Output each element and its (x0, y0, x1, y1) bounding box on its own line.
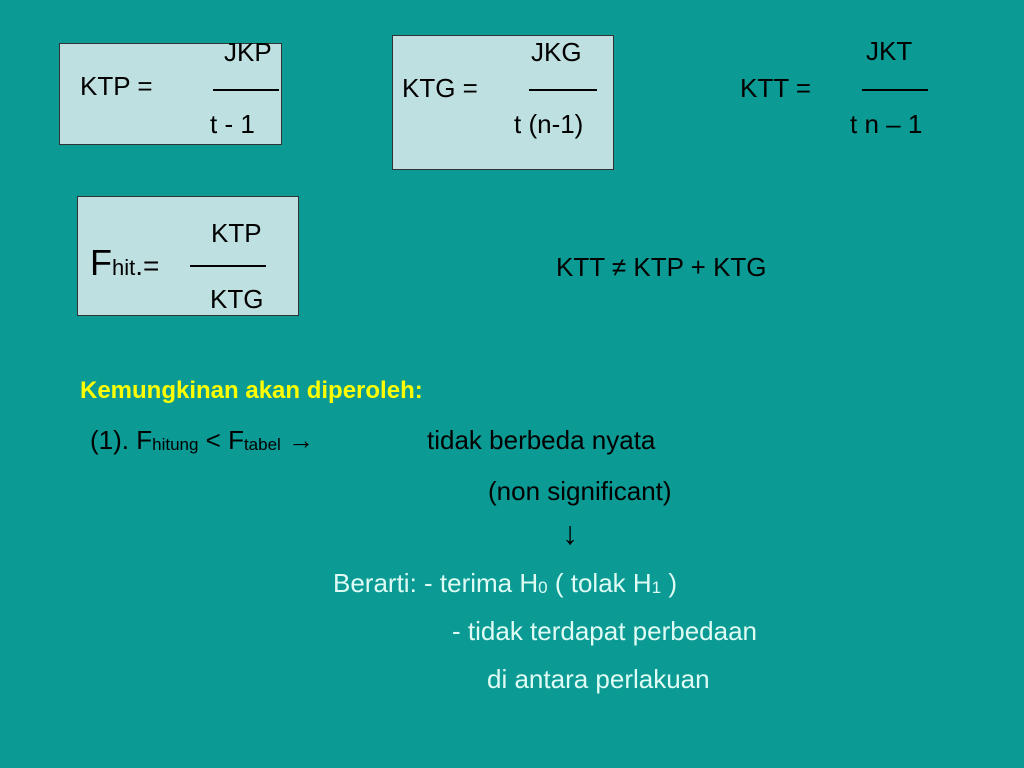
meaning-close-paren: ) (661, 568, 678, 598)
ktp-numerator: JKP (224, 37, 272, 67)
meaning-line2 (452, 616, 757, 646)
down-arrow-icon: ↓ (562, 515, 578, 551)
meaning-line1 (333, 568, 677, 602)
fhit-equals: .= (135, 250, 160, 281)
case1-prefix: (1). F (90, 425, 153, 455)
ktt-denominator: t n – 1 (850, 109, 923, 139)
meaning-reject-h1: ( tolak H (547, 568, 652, 598)
right-arrow-icon: → (280, 425, 315, 455)
ktt-numerator: JKT (866, 36, 913, 66)
ktt-inequality: KTT ≠ KTP + KTG (556, 252, 767, 282)
meaning-no-difference: tidak terdapat perbedaan (467, 616, 758, 646)
possibilities-heading: Kemungkinan akan diperoleh: (80, 377, 423, 404)
fhit-denominator: KTG (210, 284, 264, 314)
ktp-label: KTP = (80, 71, 153, 101)
fhit-subscript: hit (112, 255, 136, 280)
ktt-fraction-bar (862, 89, 928, 91)
ktt-label: KTT = (740, 73, 812, 103)
meaning-dash: - (452, 616, 461, 646)
ktg-numerator: JKG (531, 37, 582, 67)
ktp-fraction-bar (213, 89, 279, 91)
meaning-accept-h0: Berarti: - terima H (333, 568, 539, 598)
ktg-denominator: t (n-1) (514, 109, 584, 139)
case1-less-than: < F (198, 425, 244, 455)
ktg-fraction-bar (529, 89, 597, 91)
h1-subscript: 1 (651, 578, 662, 597)
case1-sub-tabel: tabel (243, 435, 281, 454)
ktp-denominator: t - 1 (210, 109, 255, 139)
case1-comparison (90, 425, 314, 459)
fhit-label (90, 243, 159, 288)
case1-note: (non significant) (488, 476, 672, 506)
fhit-fraction-bar (190, 265, 266, 267)
ktg-label: KTG = (402, 73, 478, 103)
h0-subscript: 0 (538, 578, 548, 597)
case1-result: tidak berbeda nyata (427, 425, 656, 455)
fhit-symbol: F (90, 242, 112, 283)
fhit-numerator: KTP (211, 218, 262, 248)
case1-sub-hitung: hitung (152, 435, 199, 454)
meaning-line3: di antara perlakuan (487, 664, 710, 694)
